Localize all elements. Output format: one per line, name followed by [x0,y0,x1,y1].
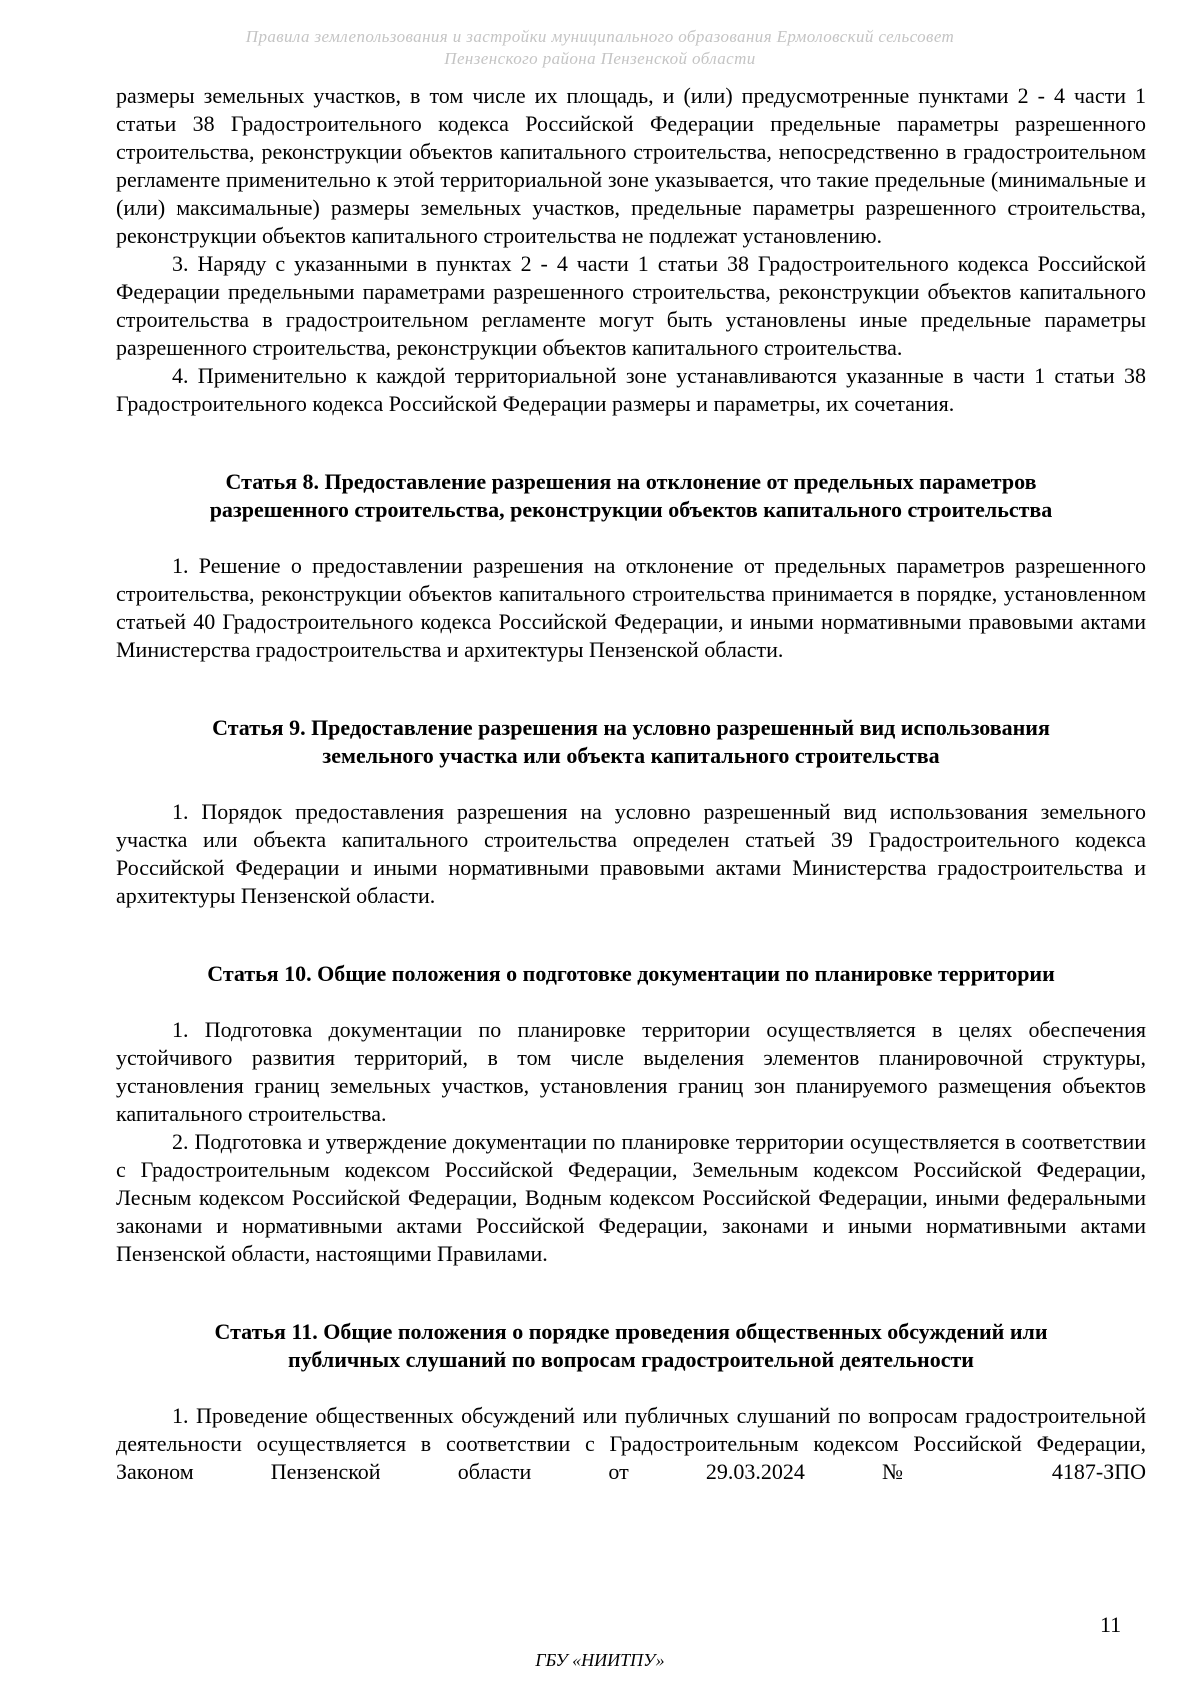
article-9-paragraph-1: 1. Порядок предоставления разрешения на условно разрешенный вид использования земельного участка или объекта капитального строительства определен статьей 39 Градостроительного кодекса Российской Федерации и иными нормативными правовыми актами Министерства градостроительства и архитектуры Пензенской области. [116,799,1146,908]
article-9-heading [116,714,1146,770]
article-10-heading-line1: Статья 10. Общие положения о подготовке документации по планировке территории [207,961,1055,986]
document-body [116,82,1146,1486]
article-11-heading-line2: публичных слушаний по вопросам градостроительной деятельности [288,1347,974,1372]
article-11-heading [116,1318,1146,1374]
article-8-heading-line1: Статья 8. Предоставление разрешения на отклонение от предельных параметров [225,469,1037,494]
article-8-paragraph-1: 1. Решение о предоставлении разрешения на отклонение от предельных параметров разрешенного строительства, реконструкции объектов капитального строительства принимается в порядке, установленном статьей 40 Градостроительного кодекса Российской Федерации, и иными нормативными правовыми актами Министерства градостроительства и архитектуры Пензенской области. [116,553,1146,662]
page-number: 11 [1100,1612,1122,1637]
article-11-heading-line1: Статья 11. Общие положения о порядке проведения общественных обсуждений или [214,1319,1048,1344]
article-10-paragraph-2: 2. Подготовка и утверждение документации по планировке территории осуществляется в соответствии с Градостроительным кодексом Российской Федерации, Земельным кодексом Российской Федерации, Лесным кодексом Российской Федерации, Водным кодексом Российской Федерации, иными федеральными законами и нормативными актами Российской Федерации, законами и иными нормативными актами Пензенской области, настоящими Правилами. [116,1129,1146,1266]
article-9-heading-line2: земельного участка или объекта капитального строительства [322,743,940,768]
article-8-heading-line2: разрешенного строительства, реконструкции объектов капитального строительства [209,497,1053,522]
paragraph-item-4: 4. Применительно к каждой территориальной зоне устанавливаются указанные в части 1 статьи 38 Градостроительного кодекса Российской Федерации размеры и параметры, их сочетания. [116,363,1146,416]
running-header-line2: Пензенского района Пензенской области [444,49,756,68]
footer-organization: ГБУ «НИИТПУ» [535,1650,665,1670]
running-header [0,26,1200,70]
article-11-paragraph-1: 1. Проведение общественных обсуждений или публичных слушаний по вопросам градостроительной деятельности осуществляется в соответствии с Градостроительным кодексом Российской Федерации, Законом Пензенской области от 29.03.2024 № 4187-ЗПО [116,1403,1146,1484]
article-10-heading [116,960,1146,988]
paragraph-continuation: размеры земельных участков, в том числе их площадь, и (или) предусмотренные пунктами 2 - 4 части 1 статьи 38 Градостроительного кодекса Российской Федерации предельные параметры разрешенного строительства, реконструкции объектов капитального строительства, непосредственно в градостроительном регламенте применительно к этой территориальной зоне указывается, что такие предельные (минимальные и (или) максимальные) размеры земельных участков, предельные параметры разрешенного строительства, реконструкции объектов капитального строительства не подлежат установлению. [116,83,1146,248]
paragraph-item-3: 3. Наряду с указанными в пунктах 2 - 4 части 1 статьи 38 Градостроительного кодекса Российской Федерации предельными параметрами разрешенного строительства, реконструкции объектов капитального строительства в градостроительном регламенте могут быть установлены иные предельные параметры разрешенного строительства, реконструкции объектов капитального строительства. [116,251,1146,360]
article-10-paragraph-1: 1. Подготовка документации по планировке территории осуществляется в целях обеспечения устойчивого развития территорий, в том числе выделения элементов планировочной структуры, установления границ земельных участков, установления границ зон планируемого размещения объектов капитального строительства. [116,1017,1146,1126]
article-8-heading [116,468,1146,524]
article-9-heading-line1: Статья 9. Предоставление разрешения на условно разрешенный вид использования [212,715,1050,740]
running-header-line1: Правила землепользования и застройки муниципального образования Ермоловский сельсовет [245,27,955,46]
